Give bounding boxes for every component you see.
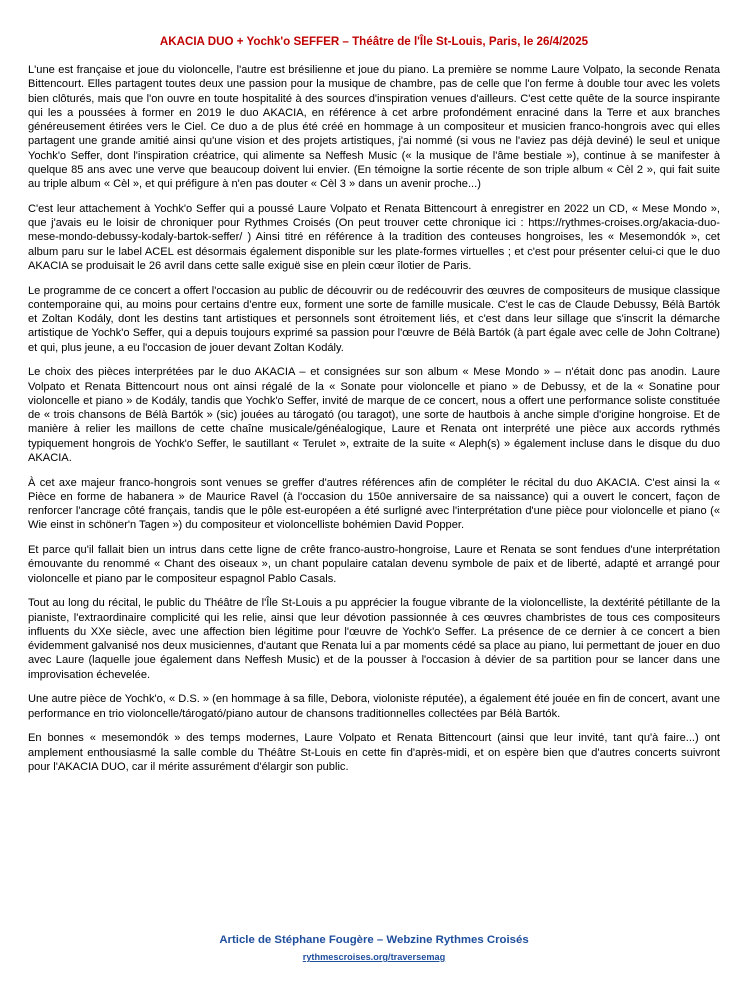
document-footer bbox=[28, 904, 720, 962]
paragraph: En bonnes « mesemondók » des temps modernes, Laure Volpato et Renata Bittencourt (ainsi que leur invité, tant qu'à faire...) ont amplement enthousiasmé la salle comble du Théâtre St-Louis en cette fin d'après-midi, et on espère bien que d'autres concerts suivront pour l'AKACIA DUO, car il mérite assurément d'élargir son public. bbox=[28, 732, 720, 773]
paragraph: Et parce qu'il fallait bien un intrus dans cette ligne de crête franco-austro-hongroise, Laure et Renata se sont fendues d'une interprétation émouvante du renommé « Chant des oiseaux », un chant populaire catalan devenu symbole de paix et de liberté, adapté et arrangé pour violoncelle et piano par le compositeur espagnol Pablo Casals. bbox=[28, 544, 720, 585]
author-credit: Article de Stéphane Fougère – Webzine Rythmes Croisés bbox=[219, 934, 529, 946]
article-body bbox=[28, 63, 720, 774]
page-title: AKACIA DUO + Yochk'o SEFFER – Théâtre de l'Île St-Louis, Paris, le 26/4/2025 bbox=[159, 35, 589, 48]
paragraph: Le programme de ce concert a offert l'occasion au public de découvrir ou de redécouvrir des œuvres de compositeurs de musique classique contemporaine qui, au moins pour certains d'entre eux, forment une sorte de famille musicale. C'est le cas de Claude Debussy, Bélà Bartók et Zoltan Kodály, dont les destins tant artistiques et personnels sont étroitement liés, et c'est dans leur sillage que s'inscrit la démarche artistique de Yochk'o Seffer, qui a depuis toujours exprimé sa passion pour l'œuvre de Bélà Bartók (à part égale avec celle de John Coltrane) et qui, plus jeune, a eu l'occasion de jouer devant Zoltan Kodály. bbox=[28, 284, 720, 354]
paragraph: Le choix des pièces interprétées par le duo AKACIA – et consignées sur son album « Mese Mondo » – n'était donc pas anodin. Laure Volpato et Renata Bittencourt nous ont ainsi régalé de la « Sonate pour violoncelle et piano » de Debussy, et de la « Sonatine pour violoncelle et piano » de Kodály, tandis que Yochk'o Seffer, invité de marque de ce concert, nous a offert une performance soliste constituée de « trois chansons de Bélà Bartók » (sic) jouées au tárogató (ou taragot), une sorte de hautbois à anche simple d'origine hongroise. Et de manière à relier les maillons de cette chaîne musicale/généalogique, Laure et Renata ont interprété une pièce aux accords rythmés typiquement hongrois de Yochk'o Seffer, le sautillant « Terulet », extraite de la suite « Aleph(s) » également incluse dans le disque du duo AKACIA. bbox=[28, 366, 720, 464]
paragraph: À cet axe majeur franco-hongrois sont venues se greffer d'autres références afin de compléter le récital du duo AKACIA. C'est ainsi la « Pièce en forme de habanera » de Maurice Ravel (à l'occasion du 150e anniversaire de sa naissance) qui a ouvert le concert, façon de renforcer l'ancrage côté français, tandis que le pôle est-européen a été surligné avec l'interprétation d'une pièce pour violoncelle et piano (« Wie einst in schöner'n Tagen ») du compositeur et violoncelliste bohémien David Popper. bbox=[28, 476, 720, 532]
paragraph: C'est leur attachement à Yochk'o Seffer qui a poussé Laure Volpato et Renata Bittencourt à enregistrer en 2022 un CD, « Mese Mondo », que j'avais eu le loisir de chroniquer pour Rythmes Croisés (On peut trouver cette chronique ici : https://rythmes-croises.org/akacia-duo-mese-mondo-debussy-kodaly-bartok-seffer/ ) Ainsi titré en référence à la tradition des conteuses hongroises, les « Mesemondók », cet album paru sur le label ACEL est désormais également disponible sur les plate-formes virtuelles ; et c'est pour présenter celui-ci que le duo AKACIA se produisait le 26 avril dans cette salle exiguë sise en plein cœur îlotier de Paris. bbox=[28, 202, 720, 272]
paragraph: Tout au long du récital, le public du Théâtre de l'Île St-Louis a pu apprécier la fougue vibrante de la violoncelliste, la dextérité pétillante de la pianiste, l'extraordinaire complicité qui les relie, ainsi que leur dévotion passionnée à ces œuvres chambristes de tous ces compositeurs influents du XXe siècle, avec une affection bien légitime pour l'œuvre de Yochk'o Seffer. La présence de ce dernier à ce concert a bien évidemment galvanisé nos deux musiciennes, d'autant que Renata lui a par moments cédé sa place au piano, lui permettant de jouer en duo avec Laure (laquelle joue également dans Neffesh Music) et de la pousser à l'occasion à dévier de sa partition pour se lancer dans une improvisation échevelée. bbox=[28, 597, 720, 681]
paragraph: Une autre pièce de Yochk'o, « D.S. » (en hommage à sa fille, Debora, violoniste réputée), a également été jouée en fin de concert, avant une performance en trio violoncelle/tárogató/piano autour de chansons traditionnelles collectées par Bélà Bartók. bbox=[28, 693, 720, 720]
website-link[interactable]: rythmescroises.org/traversemag bbox=[302, 952, 446, 962]
paragraph: L'une est française et joue du violoncelle, l'autre est brésilienne et joue du piano. La première se nomme Laure Volpato, la seconde Renata Bittencourt. Elles partagent toutes deux une passion pour la musique de chambre, pas de celle que l'on ferme à double tour avec les volets bien clôturés, mais que l'on ouvre en toute hospitalité à des sources d'inspiration venues d'ailleurs. C'est cette quête de la source inspirante qui les a poussées à former en 2019 le duo AKACIA, en référence à cet arbre profondément enraciné dans la Terre et aux branches généreusement étirées vers le Ciel. Ce duo a de plus été créé en hommage à un compositeur et musicien franco-hongrois avec qui elles partagent une grande amitié ainsi qu'une vision et des projets artistiques, j'ai nommé (si vous ne l'aviez pas déjà deviné) le seul et unique Yochk'o Seffer, dont l'inspiration créatrice, qui alimente sa Neffesh Music (« la musique de l'âme bestiale »), continue à se manifester à quelque 85 ans avec une verve que beaucoup doivent lui envier. (En témoigne la sortie récente de son triple album « Cèl 2 », qui fait suite au triple album « Cèl », et qui préfigure à n'en pas douter « Cèl 3 » dans un avenir proche...) bbox=[28, 64, 720, 191]
